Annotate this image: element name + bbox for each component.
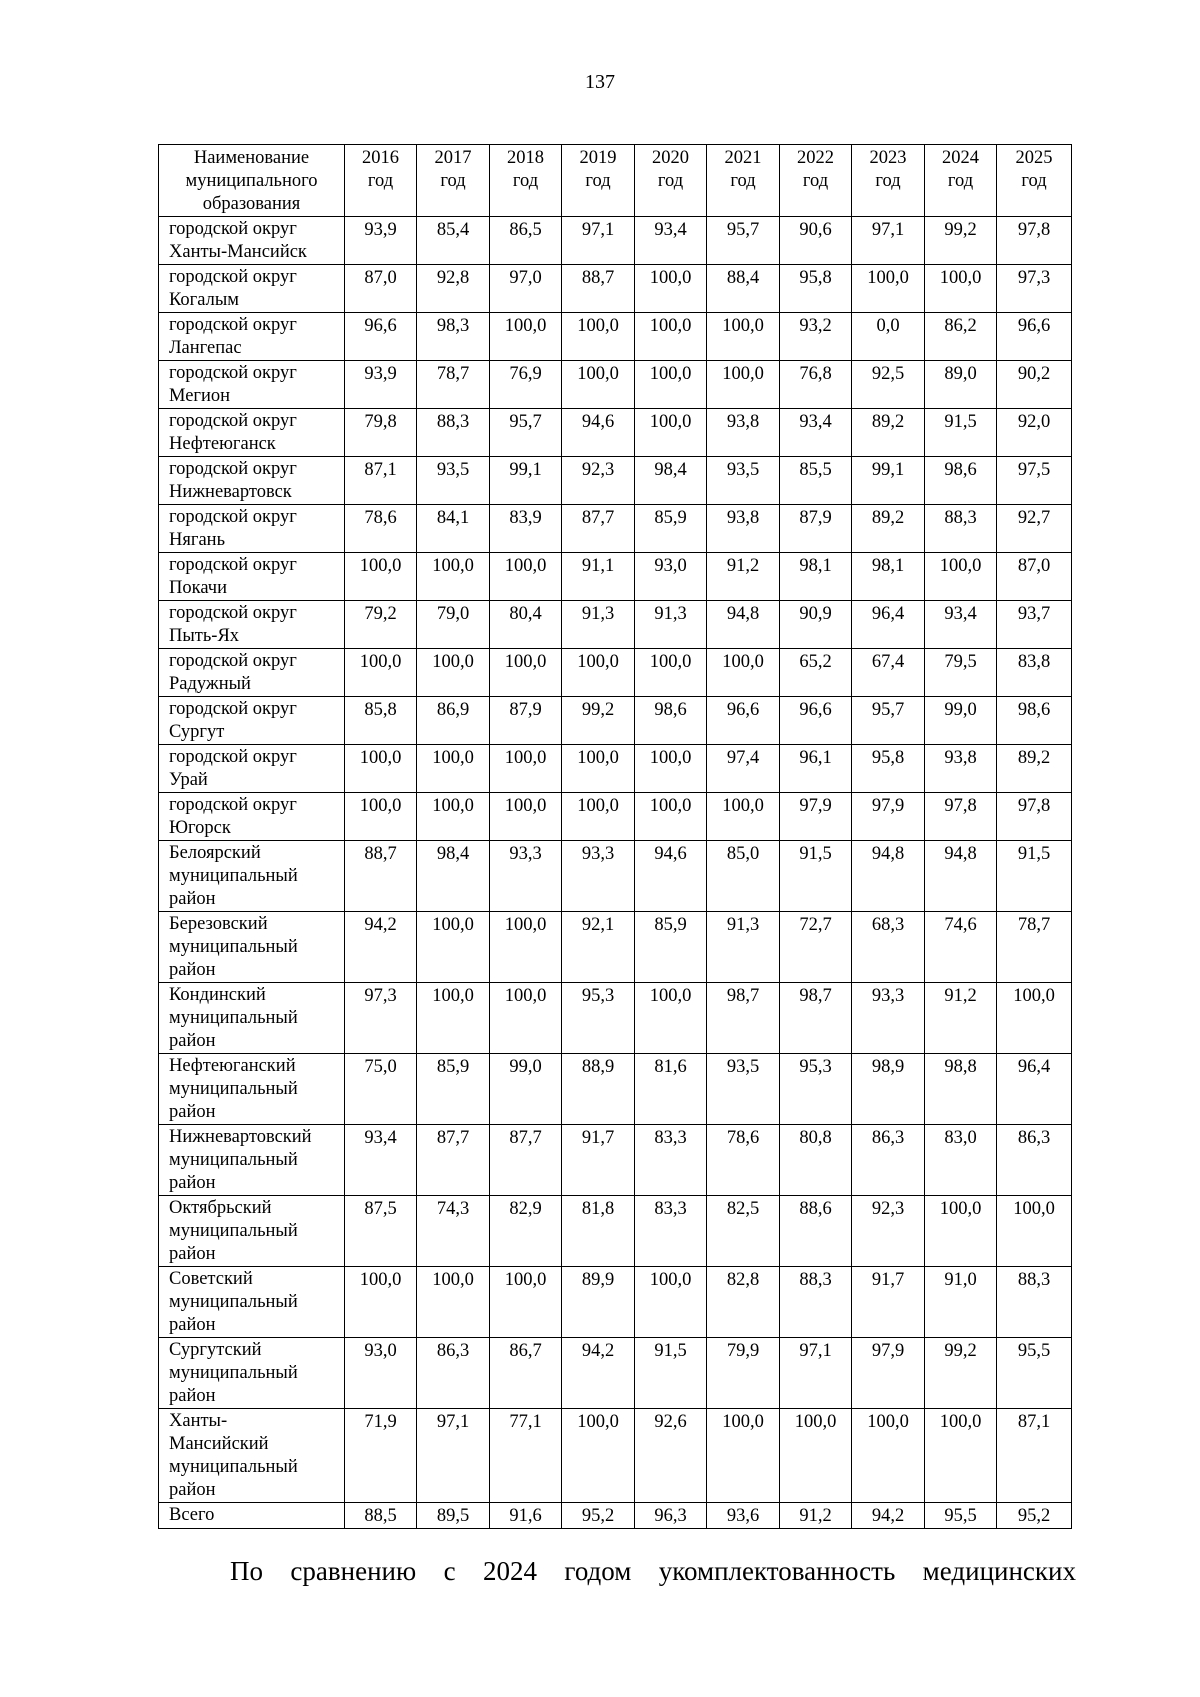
value-cell: 79,0 (417, 601, 490, 649)
municipality-name-cell: Сургутский муниципальный район (159, 1338, 345, 1409)
value-cell: 86,3 (417, 1338, 490, 1409)
value-cell: 97,4 (707, 745, 780, 793)
value-cell: 78,7 (997, 912, 1072, 983)
value-cell: 96,6 (997, 313, 1072, 361)
value-cell: 100,0 (635, 649, 707, 697)
table-header-row (159, 145, 1072, 217)
value-cell: 100,0 (417, 745, 490, 793)
column-header-year: 2020 год (635, 145, 707, 217)
municipality-name-cell: городской округ Ханты-Мансийск (159, 217, 345, 265)
value-cell: 98,7 (707, 983, 780, 1054)
value-cell: 95,2 (997, 1503, 1072, 1529)
value-cell: 93,4 (345, 1125, 417, 1196)
value-cell: 86,9 (417, 697, 490, 745)
value-cell: 100,0 (562, 649, 635, 697)
value-cell: 100,0 (925, 553, 997, 601)
value-cell: 80,4 (490, 601, 562, 649)
value-cell: 100,0 (852, 265, 925, 313)
value-cell: 87,1 (345, 457, 417, 505)
value-cell: 98,4 (417, 841, 490, 912)
value-cell: 78,7 (417, 361, 490, 409)
value-cell: 93,4 (780, 409, 852, 457)
table-row (159, 1409, 1072, 1503)
value-cell: 91,2 (780, 1503, 852, 1529)
value-cell: 89,0 (925, 361, 997, 409)
value-cell: 71,9 (345, 1409, 417, 1503)
value-cell: 89,2 (852, 409, 925, 457)
table-row (159, 505, 1072, 553)
value-cell: 100,0 (562, 745, 635, 793)
value-cell: 83,3 (635, 1125, 707, 1196)
value-cell: 87,7 (417, 1125, 490, 1196)
value-cell: 100,0 (997, 1196, 1072, 1267)
value-cell: 91,1 (562, 553, 635, 601)
value-cell: 82,5 (707, 1196, 780, 1267)
value-cell: 100,0 (490, 912, 562, 983)
value-cell: 100,0 (417, 1267, 490, 1338)
value-cell: 91,2 (925, 983, 997, 1054)
value-cell: 99,1 (852, 457, 925, 505)
value-cell: 100,0 (635, 1267, 707, 1338)
value-cell: 85,8 (345, 697, 417, 745)
value-cell: 100,0 (635, 793, 707, 841)
value-cell: 100,0 (490, 793, 562, 841)
value-cell: 89,9 (562, 1267, 635, 1338)
municipality-name-cell: городской округ Мегион (159, 361, 345, 409)
value-cell: 100,0 (635, 361, 707, 409)
value-cell: 100,0 (345, 1267, 417, 1338)
table-row (159, 313, 1072, 361)
value-cell: 91,5 (925, 409, 997, 457)
value-cell: 100,0 (997, 983, 1072, 1054)
value-cell: 89,5 (417, 1503, 490, 1529)
value-cell: 100,0 (417, 649, 490, 697)
value-cell: 0,0 (852, 313, 925, 361)
value-cell: 100,0 (345, 793, 417, 841)
value-cell: 78,6 (345, 505, 417, 553)
value-cell: 97,8 (925, 793, 997, 841)
value-cell: 96,4 (997, 1054, 1072, 1125)
value-cell: 79,9 (707, 1338, 780, 1409)
value-cell: 86,7 (490, 1338, 562, 1409)
value-cell: 85,0 (707, 841, 780, 912)
value-cell: 95,8 (852, 745, 925, 793)
value-cell: 96,4 (852, 601, 925, 649)
value-cell: 100,0 (707, 793, 780, 841)
column-header-year: 2019 год (562, 145, 635, 217)
value-cell: 93,7 (997, 601, 1072, 649)
value-cell: 92,7 (997, 505, 1072, 553)
value-cell: 100,0 (490, 313, 562, 361)
value-cell: 100,0 (707, 313, 780, 361)
value-cell: 91,0 (925, 1267, 997, 1338)
value-cell: 88,6 (780, 1196, 852, 1267)
value-cell: 100,0 (562, 313, 635, 361)
value-cell: 85,4 (417, 217, 490, 265)
value-cell: 100,0 (490, 553, 562, 601)
value-cell: 92,5 (852, 361, 925, 409)
municipality-name-cell: Советский муниципальный район (159, 1267, 345, 1338)
value-cell: 86,2 (925, 313, 997, 361)
value-cell: 79,5 (925, 649, 997, 697)
municipality-name-cell: Октябрьский муниципальный район (159, 1196, 345, 1267)
value-cell: 93,3 (852, 983, 925, 1054)
table-row (159, 409, 1072, 457)
value-cell: 98,6 (997, 697, 1072, 745)
table-row (159, 217, 1072, 265)
value-cell: 87,7 (562, 505, 635, 553)
table-body (159, 217, 1072, 1529)
column-header-year: 2021 год (707, 145, 780, 217)
value-cell: 95,5 (997, 1338, 1072, 1409)
value-cell: 100,0 (707, 361, 780, 409)
value-cell: 90,9 (780, 601, 852, 649)
value-cell: 95,8 (780, 265, 852, 313)
value-cell: 93,3 (562, 841, 635, 912)
column-header-year: 2023 год (852, 145, 925, 217)
municipality-name-cell: городской округ Когалым (159, 265, 345, 313)
value-cell: 95,5 (925, 1503, 997, 1529)
value-cell: 89,2 (852, 505, 925, 553)
municipality-name-cell: Кондинский муниципальный район (159, 983, 345, 1054)
value-cell: 91,7 (562, 1125, 635, 1196)
value-cell: 99,2 (562, 697, 635, 745)
value-cell: 94,8 (707, 601, 780, 649)
value-cell: 94,8 (925, 841, 997, 912)
value-cell: 94,8 (852, 841, 925, 912)
value-cell: 83,3 (635, 1196, 707, 1267)
value-cell: 100,0 (490, 983, 562, 1054)
value-cell: 100,0 (562, 1409, 635, 1503)
value-cell: 72,7 (780, 912, 852, 983)
table-row (159, 1125, 1072, 1196)
value-cell: 86,3 (852, 1125, 925, 1196)
value-cell: 93,9 (345, 217, 417, 265)
value-cell: 97,1 (780, 1338, 852, 1409)
value-cell: 100,0 (780, 1409, 852, 1503)
value-cell: 79,2 (345, 601, 417, 649)
value-cell: 82,8 (707, 1267, 780, 1338)
value-cell: 91,3 (562, 601, 635, 649)
value-cell: 74,6 (925, 912, 997, 983)
value-cell: 93,5 (707, 457, 780, 505)
value-cell: 97,9 (852, 1338, 925, 1409)
value-cell: 97,8 (997, 793, 1072, 841)
municipality-name-cell: Всего (159, 1503, 345, 1529)
value-cell: 97,5 (997, 457, 1072, 505)
value-cell: 100,0 (345, 553, 417, 601)
value-cell: 100,0 (417, 553, 490, 601)
municipality-name-cell: городской округ Нягань (159, 505, 345, 553)
value-cell: 83,8 (997, 649, 1072, 697)
value-cell: 98,7 (780, 983, 852, 1054)
table-row (159, 265, 1072, 313)
value-cell: 100,0 (925, 265, 997, 313)
value-cell: 96,6 (707, 697, 780, 745)
value-cell: 100,0 (852, 1409, 925, 1503)
table-row (159, 1054, 1072, 1125)
value-cell: 93,8 (707, 505, 780, 553)
table-row (159, 1338, 1072, 1409)
value-cell: 80,8 (780, 1125, 852, 1196)
municipality-name-cell: городской округ Нижневартовск (159, 457, 345, 505)
table-row (159, 1503, 1072, 1529)
value-cell: 94,6 (635, 841, 707, 912)
value-cell: 90,2 (997, 361, 1072, 409)
value-cell: 100,0 (635, 745, 707, 793)
value-cell: 100,0 (417, 793, 490, 841)
value-cell: 91,7 (852, 1267, 925, 1338)
value-cell: 100,0 (490, 745, 562, 793)
table-row (159, 745, 1072, 793)
value-cell: 92,1 (562, 912, 635, 983)
value-cell: 93,4 (635, 217, 707, 265)
value-cell: 95,2 (562, 1503, 635, 1529)
value-cell: 81,8 (562, 1196, 635, 1267)
value-cell: 98,1 (852, 553, 925, 601)
value-cell: 98,1 (780, 553, 852, 601)
table-row (159, 841, 1072, 912)
table-row (159, 361, 1072, 409)
value-cell: 82,9 (490, 1196, 562, 1267)
value-cell: 100,0 (417, 983, 490, 1054)
table-row (159, 649, 1072, 697)
value-cell: 95,7 (490, 409, 562, 457)
body-paragraph: По сравнению с 2024 годом укомплектованность медицинских (230, 1556, 1076, 1586)
municipality-name-cell: Нижневартовский муниципальный район (159, 1125, 345, 1196)
staffing-table (158, 144, 1072, 1529)
value-cell: 99,0 (490, 1054, 562, 1125)
value-cell: 99,2 (925, 1338, 997, 1409)
value-cell: 88,4 (707, 265, 780, 313)
value-cell: 83,9 (490, 505, 562, 553)
value-cell: 99,2 (925, 217, 997, 265)
value-cell: 92,8 (417, 265, 490, 313)
value-cell: 91,3 (707, 912, 780, 983)
column-header-year: 2016 год (345, 145, 417, 217)
municipality-name-cell: Нефтеюганский муниципальный район (159, 1054, 345, 1125)
value-cell: 92,6 (635, 1409, 707, 1503)
value-cell: 98,6 (635, 697, 707, 745)
value-cell: 93,3 (490, 841, 562, 912)
value-cell: 97,1 (417, 1409, 490, 1503)
value-cell: 100,0 (562, 361, 635, 409)
table-row (159, 793, 1072, 841)
value-cell: 95,7 (852, 697, 925, 745)
value-cell: 96,6 (345, 313, 417, 361)
value-cell: 68,3 (852, 912, 925, 983)
value-cell: 100,0 (707, 1409, 780, 1503)
table-row (159, 912, 1072, 983)
value-cell: 92,3 (562, 457, 635, 505)
value-cell: 93,0 (345, 1338, 417, 1409)
value-cell: 98,3 (417, 313, 490, 361)
column-header-year: 2024 год (925, 145, 997, 217)
value-cell: 88,7 (562, 265, 635, 313)
municipality-name-cell: городской округ Сургут (159, 697, 345, 745)
value-cell: 77,1 (490, 1409, 562, 1503)
value-cell: 85,9 (417, 1054, 490, 1125)
value-cell: 79,8 (345, 409, 417, 457)
municipality-name-cell: городской округ Урай (159, 745, 345, 793)
value-cell: 88,3 (780, 1267, 852, 1338)
value-cell: 87,7 (490, 1125, 562, 1196)
value-cell: 87,5 (345, 1196, 417, 1267)
value-cell: 65,2 (780, 649, 852, 697)
table-row (159, 601, 1072, 649)
value-cell: 87,0 (997, 553, 1072, 601)
value-cell: 88,7 (345, 841, 417, 912)
value-cell: 95,3 (562, 983, 635, 1054)
value-cell: 96,1 (780, 745, 852, 793)
value-cell: 91,5 (780, 841, 852, 912)
value-cell: 93,5 (417, 457, 490, 505)
value-cell: 97,9 (780, 793, 852, 841)
municipality-name-cell: Березовский муниципальный район (159, 912, 345, 983)
table-row (159, 457, 1072, 505)
value-cell: 87,9 (780, 505, 852, 553)
value-cell: 93,9 (345, 361, 417, 409)
value-cell: 94,2 (345, 912, 417, 983)
value-cell: 91,6 (490, 1503, 562, 1529)
value-cell: 86,5 (490, 217, 562, 265)
value-cell: 86,3 (997, 1125, 1072, 1196)
value-cell: 96,6 (780, 697, 852, 745)
value-cell: 83,0 (925, 1125, 997, 1196)
column-header-year: 2018 год (490, 145, 562, 217)
value-cell: 100,0 (490, 1267, 562, 1338)
value-cell: 100,0 (635, 313, 707, 361)
value-cell: 92,3 (852, 1196, 925, 1267)
table-row (159, 1196, 1072, 1267)
municipality-name-cell: городской округ Югорск (159, 793, 345, 841)
municipality-name-cell: городской округ Лангепас (159, 313, 345, 361)
municipality-name-cell: городской округ Радужный (159, 649, 345, 697)
value-cell: 97,3 (997, 265, 1072, 313)
value-cell: 97,3 (345, 983, 417, 1054)
value-cell: 95,3 (780, 1054, 852, 1125)
value-cell: 88,5 (345, 1503, 417, 1529)
value-cell: 76,8 (780, 361, 852, 409)
value-cell: 93,0 (635, 553, 707, 601)
value-cell: 93,8 (925, 745, 997, 793)
value-cell: 98,9 (852, 1054, 925, 1125)
municipality-name-cell: Белоярский муниципальный район (159, 841, 345, 912)
value-cell: 93,8 (707, 409, 780, 457)
value-cell: 93,6 (707, 1503, 780, 1529)
value-cell: 91,3 (635, 601, 707, 649)
value-cell: 84,1 (417, 505, 490, 553)
value-cell: 91,2 (707, 553, 780, 601)
value-cell: 74,3 (417, 1196, 490, 1267)
value-cell: 81,6 (635, 1054, 707, 1125)
value-cell: 87,0 (345, 265, 417, 313)
value-cell: 87,1 (997, 1409, 1072, 1503)
value-cell: 95,7 (707, 217, 780, 265)
value-cell: 90,6 (780, 217, 852, 265)
municipality-name-cell: городской округ Покачи (159, 553, 345, 601)
value-cell: 85,5 (780, 457, 852, 505)
table-row (159, 697, 1072, 745)
municipality-name-cell: городской округ Нефтеюганск (159, 409, 345, 457)
value-cell: 100,0 (345, 745, 417, 793)
value-cell: 99,1 (490, 457, 562, 505)
value-cell: 96,3 (635, 1503, 707, 1529)
column-header-year: 2017 год (417, 145, 490, 217)
value-cell: 97,1 (562, 217, 635, 265)
value-cell: 67,4 (852, 649, 925, 697)
value-cell: 88,9 (562, 1054, 635, 1125)
value-cell: 100,0 (925, 1196, 997, 1267)
value-cell: 75,0 (345, 1054, 417, 1125)
municipality-name-cell: Ханты- Мансийский муниципальный район (159, 1409, 345, 1503)
value-cell: 91,5 (635, 1338, 707, 1409)
value-cell: 97,9 (852, 793, 925, 841)
value-cell: 91,5 (997, 841, 1072, 912)
value-cell: 94,2 (852, 1503, 925, 1529)
municipality-name-cell: городской округ Пыть-Ях (159, 601, 345, 649)
value-cell: 88,3 (925, 505, 997, 553)
value-cell: 94,2 (562, 1338, 635, 1409)
table-row (159, 1267, 1072, 1338)
column-header-year: 2025 год (997, 145, 1072, 217)
value-cell: 100,0 (925, 1409, 997, 1503)
value-cell: 78,6 (707, 1125, 780, 1196)
value-cell: 93,5 (707, 1054, 780, 1125)
value-cell: 100,0 (635, 265, 707, 313)
value-cell: 94,6 (562, 409, 635, 457)
value-cell: 88,3 (997, 1267, 1072, 1338)
table-row (159, 553, 1072, 601)
value-cell: 100,0 (635, 409, 707, 457)
value-cell: 93,2 (780, 313, 852, 361)
column-header-name: Наименование муниципального образования (159, 145, 345, 217)
value-cell: 100,0 (635, 983, 707, 1054)
value-cell: 85,9 (635, 912, 707, 983)
value-cell: 100,0 (490, 649, 562, 697)
value-cell: 92,0 (997, 409, 1072, 457)
value-cell: 97,1 (852, 217, 925, 265)
value-cell: 98,8 (925, 1054, 997, 1125)
value-cell: 98,4 (635, 457, 707, 505)
value-cell: 97,0 (490, 265, 562, 313)
value-cell: 87,9 (490, 697, 562, 745)
value-cell: 100,0 (417, 912, 490, 983)
value-cell: 85,9 (635, 505, 707, 553)
value-cell: 93,4 (925, 601, 997, 649)
table-row (159, 983, 1072, 1054)
page-number: 137 (585, 71, 615, 93)
column-header-year: 2022 год (780, 145, 852, 217)
value-cell: 100,0 (345, 649, 417, 697)
value-cell: 88,3 (417, 409, 490, 457)
value-cell: 97,8 (997, 217, 1072, 265)
value-cell: 100,0 (562, 793, 635, 841)
value-cell: 100,0 (707, 649, 780, 697)
value-cell: 76,9 (490, 361, 562, 409)
value-cell: 89,2 (997, 745, 1072, 793)
value-cell: 98,6 (925, 457, 997, 505)
value-cell: 99,0 (925, 697, 997, 745)
